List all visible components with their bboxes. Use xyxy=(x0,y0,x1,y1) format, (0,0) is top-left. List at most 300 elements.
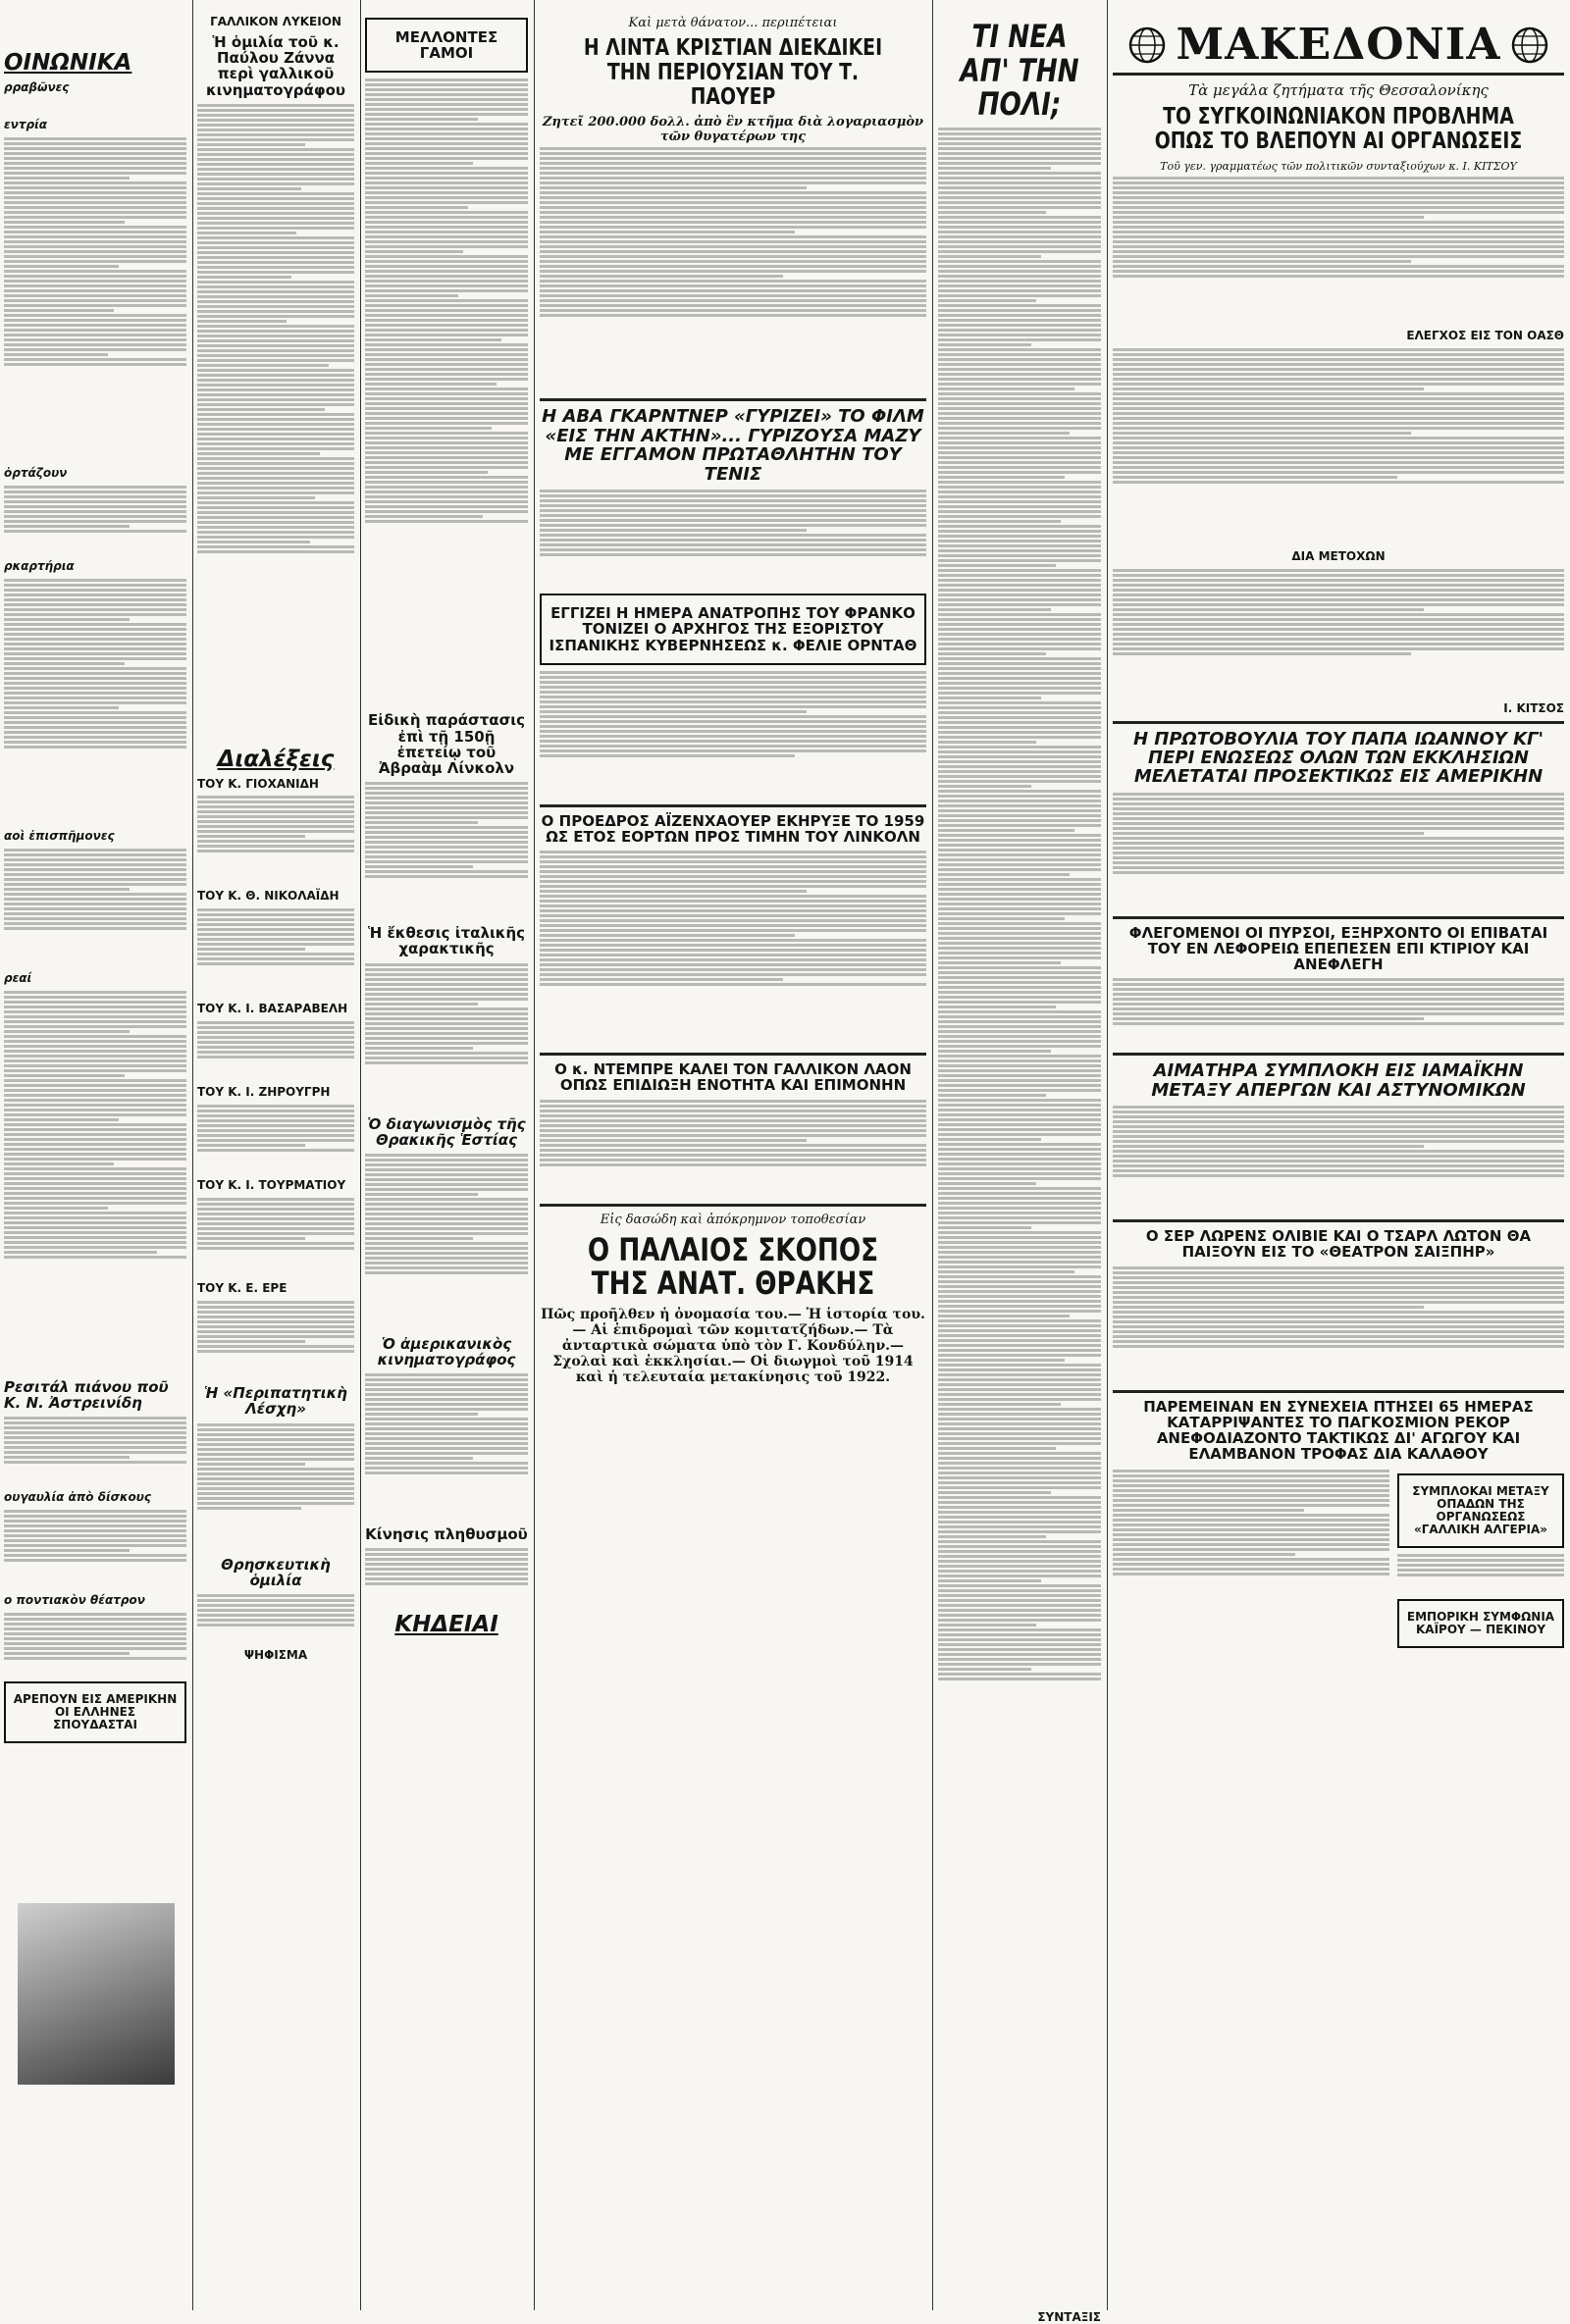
text-line xyxy=(938,746,1101,749)
text-line xyxy=(365,1582,528,1585)
text-line xyxy=(4,1451,186,1454)
text-line xyxy=(938,1481,1101,1484)
text-line xyxy=(1113,417,1564,420)
text-line xyxy=(197,325,354,328)
bottom-row xyxy=(1113,1468,1564,1654)
text-line xyxy=(938,780,1101,783)
text-line xyxy=(938,1207,1101,1210)
text-line xyxy=(540,944,926,947)
text-line xyxy=(197,109,354,112)
text-line xyxy=(1113,1543,1389,1546)
christian-subhead: Ζητεῖ 200.000 δολλ. ἀπὸ ἓν κτῆμα διὰ λογαριασμὸν τῶν θυγατέρων της xyxy=(542,115,924,145)
text-line xyxy=(938,147,1101,150)
text-line xyxy=(1113,978,1564,981)
text-line xyxy=(938,652,1046,655)
text-line xyxy=(938,1628,1101,1631)
text-line xyxy=(4,1544,186,1547)
text-line xyxy=(365,162,473,165)
text-line xyxy=(938,643,1101,646)
text-line xyxy=(938,368,1101,371)
text-line xyxy=(4,1143,186,1146)
text-line xyxy=(197,104,354,107)
text-line xyxy=(4,299,186,302)
text-line xyxy=(938,1673,1101,1676)
column-rule xyxy=(192,0,193,2310)
text-line xyxy=(1397,1569,1564,1572)
text-line xyxy=(540,875,926,878)
text-line xyxy=(540,934,795,937)
text-line xyxy=(1113,1553,1295,1556)
text-line xyxy=(540,880,926,883)
text-line xyxy=(540,958,926,961)
text-line xyxy=(938,324,1101,327)
text-line xyxy=(365,181,528,184)
text-line xyxy=(365,811,528,814)
text-line xyxy=(938,638,1101,641)
text-line xyxy=(197,1325,354,1328)
text-line xyxy=(197,501,354,504)
text-line xyxy=(1113,275,1564,278)
text-line xyxy=(365,1237,473,1240)
text-line xyxy=(1113,983,1564,986)
text-line xyxy=(197,1051,354,1054)
text-line xyxy=(540,157,926,160)
text-line xyxy=(938,829,1074,832)
text-line xyxy=(540,919,926,922)
text-line xyxy=(938,128,1101,130)
text-line xyxy=(4,1069,186,1072)
text-line xyxy=(1113,861,1564,864)
lecture-subhead: ΤΟΥ Κ. ΓΙΟΧΑΝΙΔΗ xyxy=(197,776,319,791)
text-line xyxy=(938,589,1101,592)
text-line xyxy=(365,1027,528,1030)
text-line xyxy=(1113,1524,1389,1526)
text-line xyxy=(938,1084,1101,1087)
text-line xyxy=(197,467,354,470)
text-line xyxy=(4,1231,186,1234)
text-line xyxy=(938,1427,1101,1430)
text-line xyxy=(938,1305,1101,1308)
text-line xyxy=(1113,235,1564,238)
text-line xyxy=(365,250,463,253)
text-line xyxy=(4,196,186,199)
text-block xyxy=(938,128,1101,2305)
text-line xyxy=(938,441,1101,444)
text-line xyxy=(197,1139,354,1142)
text-line xyxy=(938,1369,1101,1371)
text-line xyxy=(938,790,1101,793)
text-line xyxy=(1113,260,1411,263)
text-line xyxy=(4,1426,186,1429)
text-line xyxy=(4,677,186,680)
text-block xyxy=(197,1423,354,1551)
text-line xyxy=(365,299,528,302)
text-line xyxy=(365,491,528,493)
signature: ΣΥΝΤΑΞΙΣ xyxy=(1037,2309,1101,2324)
text-line xyxy=(197,928,354,931)
text-line xyxy=(365,1403,528,1406)
text-line xyxy=(4,1446,186,1449)
algeria-box xyxy=(1397,1473,1564,1548)
text-line xyxy=(1113,613,1564,616)
text-line xyxy=(197,1448,354,1451)
text-line xyxy=(365,147,528,150)
text-line xyxy=(938,1158,1101,1161)
text-line xyxy=(197,913,354,916)
text-line xyxy=(938,201,1101,204)
text-line xyxy=(4,226,186,229)
text-line xyxy=(4,1559,186,1562)
text-line xyxy=(197,197,354,200)
masthead-divider xyxy=(1113,73,1564,76)
text-line xyxy=(938,932,1101,935)
text-line xyxy=(4,1202,186,1205)
text-line xyxy=(938,961,1061,964)
text-line xyxy=(197,1114,354,1117)
text-line xyxy=(938,868,1101,871)
text-line xyxy=(938,1555,1101,1558)
text-line xyxy=(4,1015,186,1018)
lyceum-kicker: ΓΑΛΛΙΚΟΝ ΛΥΚΕΙΟΝ xyxy=(210,15,341,28)
text-line xyxy=(938,206,1101,209)
text-line xyxy=(938,1609,1101,1612)
text-line xyxy=(938,437,1101,439)
peripatetic-head: Ἡ «Περιπατητικὴ Λέσχη» xyxy=(204,1384,347,1419)
text-line xyxy=(4,162,186,165)
text-line xyxy=(4,726,186,729)
text-line xyxy=(938,1378,1101,1381)
column-two xyxy=(197,0,354,2310)
text-line xyxy=(1113,1150,1564,1153)
text-line xyxy=(365,1168,528,1171)
text-line xyxy=(938,1177,1101,1180)
text-line xyxy=(1113,633,1564,636)
text-line xyxy=(197,1463,305,1466)
text-line xyxy=(938,1398,1101,1401)
text-line xyxy=(4,265,119,268)
text-line xyxy=(365,1159,528,1162)
text-line xyxy=(365,841,528,844)
text-line xyxy=(4,1133,186,1136)
text-line xyxy=(4,284,186,287)
text-line xyxy=(938,402,1101,405)
text-line xyxy=(365,1022,528,1025)
text-line xyxy=(197,1129,354,1132)
text-line xyxy=(197,550,354,553)
text-line xyxy=(938,628,1101,631)
text-line xyxy=(365,201,528,204)
text-line xyxy=(197,143,305,146)
text-line xyxy=(938,392,1101,395)
text-line xyxy=(365,387,528,390)
text-line xyxy=(1113,1120,1564,1123)
text-line xyxy=(365,427,492,430)
text-line xyxy=(365,196,528,199)
text-line xyxy=(4,245,186,248)
text-line xyxy=(938,1535,1046,1538)
text-line xyxy=(365,206,468,209)
text-line xyxy=(938,167,1051,170)
text-line xyxy=(4,603,186,606)
text-line xyxy=(365,118,478,121)
text-line xyxy=(365,988,528,991)
text-line xyxy=(540,221,926,224)
franco-head: ΕΓΓΙΖΕΙ Η ΗΜΕΡΑ ΑΝΑΤΡΟΠΗΣ ΤΟΥ ΦΡΑΝΚΟ ΤΟΝΙΖΕΙ Ο ΑΡΧΗΓΟΣ ΤΗΣ ΕΞΟΡΙΣΤΟΥ ΙΣΠΑΝΙΚΗΣ ΚΥΒΕΡΝΗΣΕΩΣ κ. ΦΕΛΙΕ ΟΡΝΤΑΘ xyxy=(549,604,917,654)
text-line xyxy=(4,1642,186,1645)
text-line xyxy=(938,196,1101,199)
text-line xyxy=(540,147,926,150)
text-line xyxy=(1113,1306,1424,1309)
text-line xyxy=(1113,822,1564,825)
text-line xyxy=(4,853,186,856)
text-line xyxy=(540,206,926,209)
text-line xyxy=(197,1477,354,1480)
text-line xyxy=(4,618,130,621)
text-line xyxy=(540,240,926,243)
text-line xyxy=(4,1461,186,1464)
text-line xyxy=(197,815,354,818)
text-line xyxy=(365,1007,528,1010)
text-line xyxy=(1113,226,1564,229)
text-line xyxy=(1113,652,1411,655)
text-line xyxy=(365,875,528,878)
text-line xyxy=(365,304,528,307)
text-line xyxy=(540,851,926,853)
weddings-head: ΜΕΛΛΟΝΤΕΣ ΓΑΜΟΙ xyxy=(394,28,498,63)
text-line xyxy=(365,108,528,111)
text-line xyxy=(938,231,1101,233)
text-line xyxy=(540,519,926,522)
text-line xyxy=(540,548,926,551)
text-line xyxy=(197,310,354,313)
text-line xyxy=(365,1573,528,1575)
text-line xyxy=(365,1198,528,1201)
text-line xyxy=(197,1492,354,1495)
text-line xyxy=(197,182,354,185)
text-line xyxy=(938,540,1101,542)
text-line xyxy=(4,1138,186,1141)
text-line xyxy=(365,1266,528,1269)
text-line xyxy=(938,706,1101,709)
text-line xyxy=(938,1437,1101,1440)
text-line xyxy=(938,677,1101,680)
text-line xyxy=(938,471,1101,474)
text-line xyxy=(1113,1514,1389,1517)
text-line xyxy=(938,804,1101,807)
text-line xyxy=(197,1423,354,1426)
text-line xyxy=(4,898,186,901)
text-line xyxy=(197,212,354,215)
thracian-contest-head: Ὁ διαγωνισμὸς τῆς Θρακικῆς Ἑστίας xyxy=(367,1114,526,1149)
transport-head: ΤΟ ΣΥΓΚΟΙΝΩΝΙΑΚΟΝ ΠΡΟΒΛΗΜΑ ΟΠΩΣ ΤΟ ΒΛΕΠΟΥΝ ΑΙ ΟΡΓΑΝΩΣΕΙΣ xyxy=(1154,104,1523,154)
text-line xyxy=(540,196,926,199)
text-line xyxy=(540,1144,926,1147)
text-line xyxy=(197,491,354,494)
portrait-photo xyxy=(18,1903,175,2085)
text-line xyxy=(938,952,1101,955)
text-line xyxy=(197,114,354,117)
text-line xyxy=(197,845,354,848)
text-line xyxy=(365,476,528,479)
text-line xyxy=(1113,579,1564,582)
text-line xyxy=(938,1020,1101,1023)
text-line xyxy=(1113,856,1564,859)
text-line xyxy=(4,221,125,224)
text-line xyxy=(365,343,528,346)
text-line xyxy=(4,1236,186,1239)
text-line xyxy=(4,1421,186,1424)
text-line xyxy=(938,314,1101,317)
text-line xyxy=(540,216,926,219)
text-block xyxy=(1113,569,1564,697)
text-line xyxy=(365,1163,528,1166)
text-line xyxy=(197,1438,354,1441)
text-line xyxy=(1113,842,1564,845)
text-line xyxy=(4,652,186,655)
text-line xyxy=(365,402,528,405)
text-line xyxy=(365,973,528,976)
text-line xyxy=(540,294,926,297)
text-line xyxy=(365,378,528,381)
text-line xyxy=(1113,1568,1389,1571)
text-line xyxy=(197,1619,354,1622)
text-line xyxy=(365,334,528,336)
text-block xyxy=(1113,177,1564,324)
text-line xyxy=(938,1545,1101,1548)
text-line xyxy=(540,904,926,907)
text-line xyxy=(938,299,1036,302)
text-line xyxy=(938,903,1101,905)
text-line xyxy=(197,1046,354,1049)
text-line xyxy=(4,598,186,601)
text-line xyxy=(1113,1345,1564,1348)
text-line xyxy=(365,167,528,170)
text-line xyxy=(938,1344,1101,1347)
text-line xyxy=(4,1177,186,1180)
text-line xyxy=(365,855,528,858)
text-line xyxy=(365,801,528,804)
text-line xyxy=(197,1222,354,1225)
text-line xyxy=(938,1133,1101,1136)
text-line xyxy=(540,954,926,956)
text-line xyxy=(4,255,186,258)
text-line xyxy=(938,1064,1101,1067)
text-block xyxy=(197,1021,354,1080)
text-line xyxy=(1113,1335,1564,1338)
text-line xyxy=(540,978,783,981)
text-line xyxy=(938,363,1101,366)
body-text xyxy=(4,100,186,113)
text-line xyxy=(1113,1125,1564,1128)
text-line xyxy=(365,437,528,439)
text-line xyxy=(938,1300,1101,1303)
text-line xyxy=(4,510,186,513)
text-line xyxy=(1113,191,1564,194)
text-line xyxy=(197,163,354,166)
text-line xyxy=(938,1310,1101,1313)
text-line xyxy=(540,309,926,312)
text-line xyxy=(197,124,354,127)
text-line xyxy=(938,971,1101,974)
text-line xyxy=(197,202,354,205)
text-line xyxy=(365,358,528,361)
text-line xyxy=(938,1565,1101,1568)
text-line xyxy=(4,1197,186,1200)
text-line xyxy=(1113,471,1564,474)
text-line xyxy=(4,495,186,498)
text-line xyxy=(540,494,926,497)
text-line xyxy=(938,1349,1101,1352)
text-line xyxy=(197,1110,354,1112)
text-line xyxy=(365,363,528,366)
text-line xyxy=(540,740,926,743)
text-line xyxy=(197,261,354,264)
gardner-head: Η ΑΒΑ ΓΚΑΡΝΤΝΕΡ «ΓΥΡΙΖΕΙ» ΤΟ ΦΙΛΜ «ΕΙΣ ΤΗΝ ΑΚΤΗΝ»... ΓΥΡΙΖΟΥΣΑ ΜΑΖΥ ΜΕ ΕΓΓΑΜΟΝ ΠΡΩΤΑΘΛΗΤΗΝ ΤΟΥ ΤΕΝΙΣ xyxy=(542,406,924,485)
text-line xyxy=(197,908,354,911)
text-line xyxy=(1113,608,1424,611)
text-line xyxy=(1113,1115,1564,1118)
text-line xyxy=(540,235,926,238)
text-line xyxy=(938,1094,1046,1097)
text-line xyxy=(4,270,186,273)
text-line xyxy=(1113,186,1564,189)
text-line xyxy=(197,796,354,799)
text-line xyxy=(1113,647,1564,650)
text-line xyxy=(938,574,1101,577)
text-line xyxy=(540,299,926,302)
text-line xyxy=(4,1192,186,1195)
text-line xyxy=(197,943,354,946)
text-line xyxy=(938,520,1061,523)
text-line xyxy=(938,692,1101,695)
text-line xyxy=(938,1530,1101,1533)
text-line xyxy=(540,720,926,723)
text-line xyxy=(4,1436,186,1439)
text-line xyxy=(365,1271,528,1274)
text-line xyxy=(938,1359,1065,1362)
text-line xyxy=(365,284,528,287)
text-line xyxy=(365,329,528,332)
text-line xyxy=(365,137,528,140)
text-line xyxy=(197,1468,354,1471)
text-line xyxy=(1113,1533,1389,1536)
text-line xyxy=(938,1045,1101,1048)
text-line xyxy=(365,515,483,518)
text-line xyxy=(938,1452,1101,1455)
text-line xyxy=(938,858,1101,861)
text-line xyxy=(4,692,186,695)
text-line xyxy=(197,344,354,347)
text-line xyxy=(197,496,315,499)
city-news-head: ΤΙ ΝΕΑ ΑΠ' ΤΗΝ ΠΟΛΙ; xyxy=(960,18,1079,124)
text-line xyxy=(1113,832,1424,835)
text-line xyxy=(938,1197,1101,1200)
text-line xyxy=(938,736,1101,739)
text-line xyxy=(938,1467,1101,1470)
text-block xyxy=(540,490,926,588)
text-line xyxy=(197,148,354,151)
text-line xyxy=(938,662,1101,665)
text-line xyxy=(1113,1528,1389,1531)
text-line xyxy=(938,701,1101,704)
text-line xyxy=(4,584,186,587)
text-line xyxy=(197,1026,354,1029)
text-line xyxy=(1113,1340,1564,1343)
text-line xyxy=(365,461,528,464)
text-line xyxy=(540,1100,926,1103)
text-line xyxy=(197,315,354,318)
text-line xyxy=(4,235,186,238)
